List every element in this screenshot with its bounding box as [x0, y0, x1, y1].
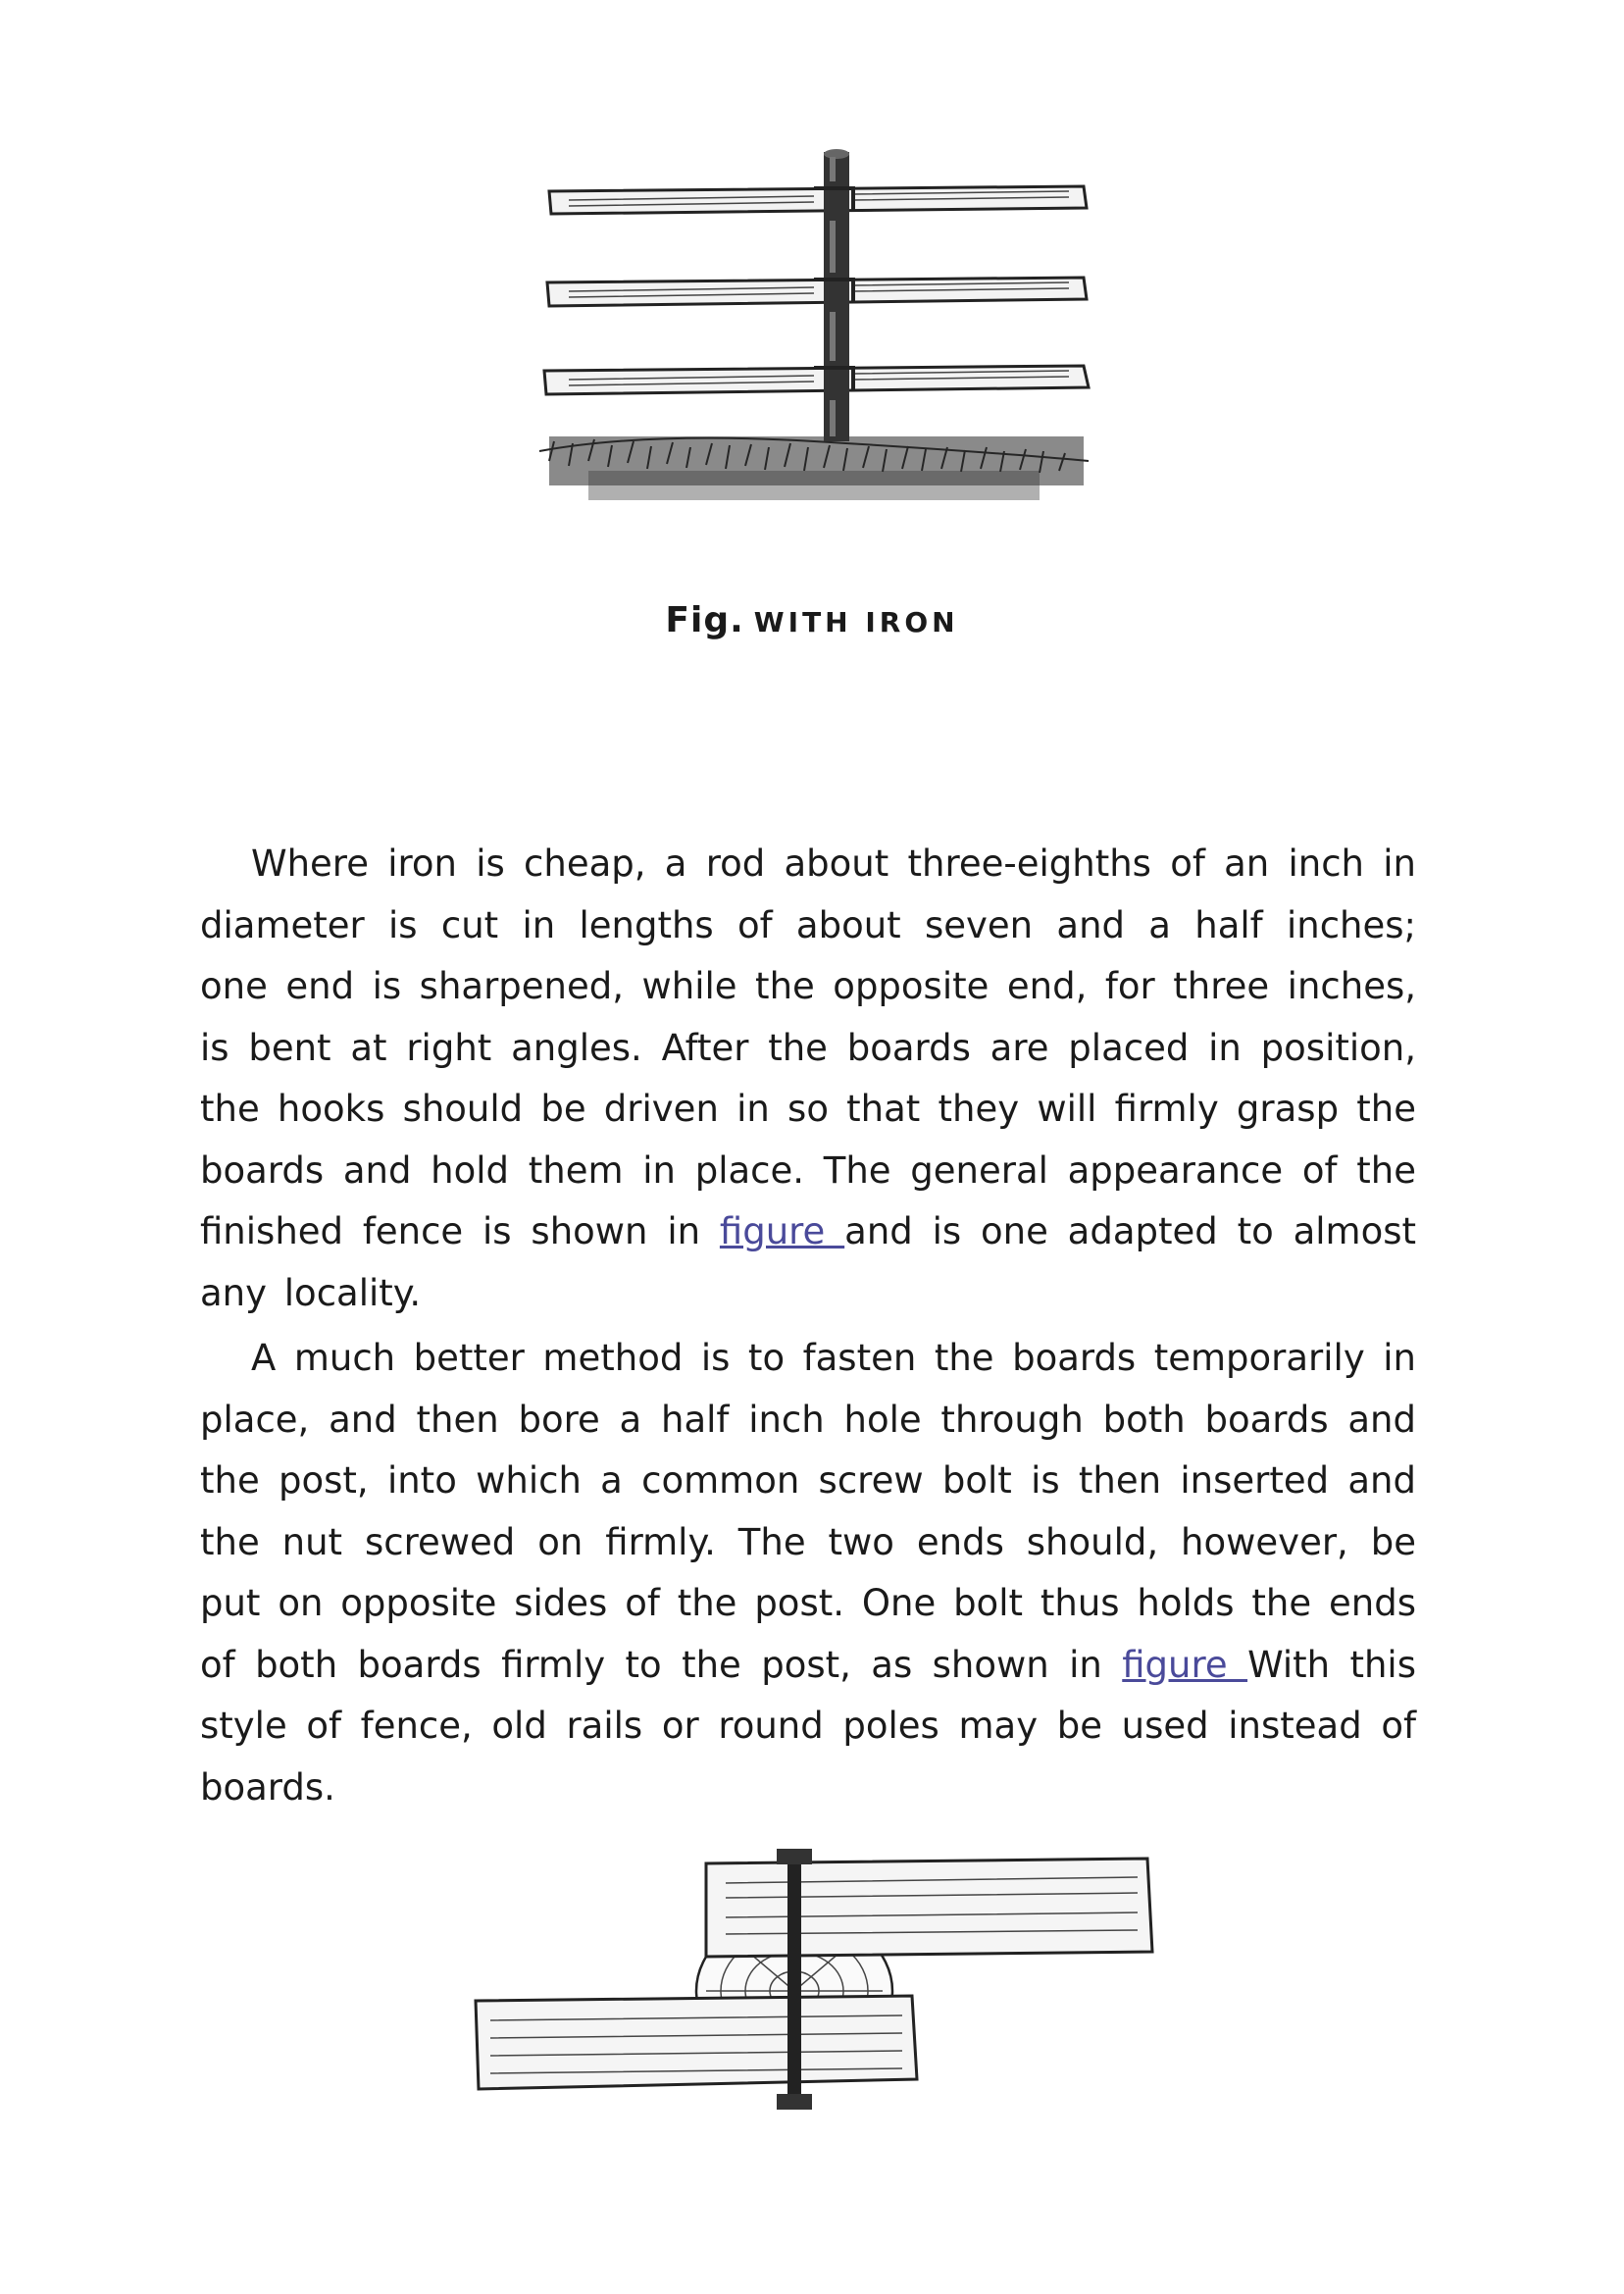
caption-prefix: Fig. [665, 600, 744, 640]
paragraph-1-text-a: Where iron is cheap, a rod about three-eighths of an inch in diameter is cut in lengths of about seven and a half inches; one end is sharpened, while the opposite end, for three inches, is bent at right angles. After the boards are placed in position, the hooks should be driven in so that they will firmly grasp the boards and hold them in place. The general appearance of the finished fence is shown in [200, 842, 1416, 1252]
paragraph-1 [200, 834, 1416, 1324]
paragraph-1-text-b: and is one adapted to almost any locality. [200, 1210, 1416, 1314]
paragraph-2-text-b: With this style of fence, old rails or round poles may be used instead of boards. [200, 1643, 1416, 1809]
paragraph-2-text-a: A much better method is to fasten the boards temporarily in place, and then bore a half inch hole through both boards and the post, into which a common screw bolt is then inserted and the nut screwed on firmly. The two ends should, however, be put on opposite sides of the post. One bolt thus holds the ends of both boards firmly to the post, as shown in [200, 1337, 1416, 1686]
body-text [200, 834, 1416, 1822]
paragraph-2 [200, 1328, 1416, 1818]
bolt-illustration [461, 1844, 1177, 2118]
fence-illustration [530, 137, 1098, 530]
figure-link-2[interactable]: figure [1122, 1643, 1248, 1686]
caption-text: WITH IRON [753, 606, 959, 638]
figure-link-1[interactable]: figure [719, 1210, 845, 1252]
figure-caption [0, 600, 1624, 640]
